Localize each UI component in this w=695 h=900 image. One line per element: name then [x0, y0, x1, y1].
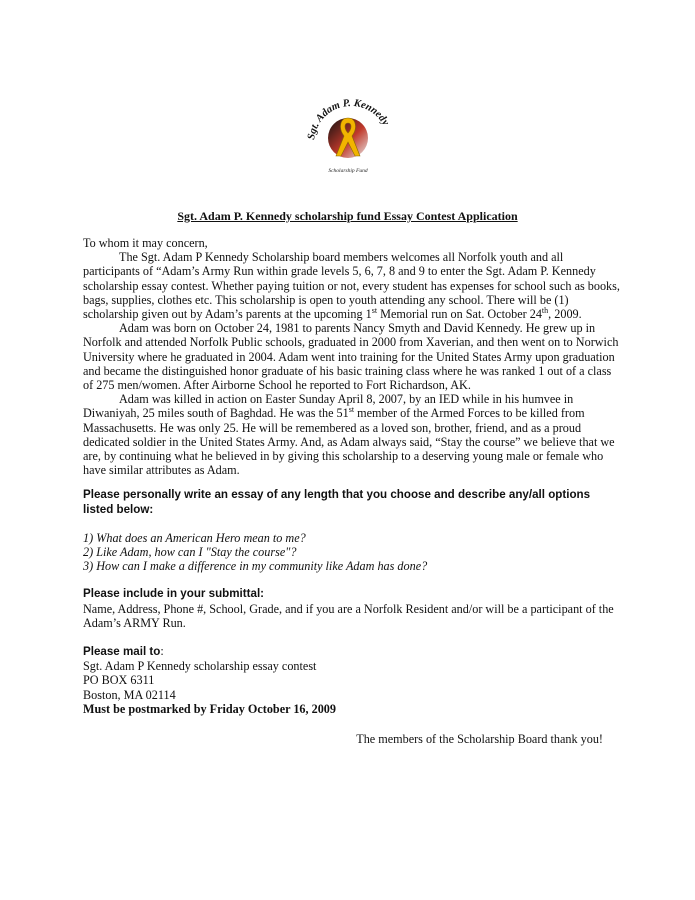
- submittal-heading: Please include in your submittal:: [83, 587, 265, 601]
- mail-heading-line: Please mail to:: [83, 644, 164, 659]
- letter-body: [83, 236, 623, 746]
- paragraph-intro: The Sgt. Adam P Kennedy Scholarship board members welcomes all Norfolk youth and all participants of “Adam’s Army Run within grade levels 5, 6, 7, 8 and 9 to enter the Sgt. Adam P. Kennedy scholarship essay contest. Whether paying tuition or not, every student has expenses for school such as books, bags, supplies, clothes etc. This scholarship is open to youth attending any school. There will be (1) scholarship given out by Adam’s parents at the upcoming 1st Memorial run on Sat. October 24th, 2009.: [83, 250, 620, 322]
- page-title: Sgt. Adam P. Kennedy scholarship fund Essay Contest Application: [177, 209, 518, 223]
- essay-question: 3) How can I make a difference in my community like Adam has done?: [83, 559, 428, 574]
- salutation: To whom it may concern,: [83, 236, 208, 250]
- essay-question: 1) What does an American Hero mean to me?: [83, 530, 306, 545]
- essay-instruction: Please personally write an essay of any length that you choose and describe any/all options listed below:: [83, 488, 591, 516]
- address-line: Sgt. Adam P Kennedy scholarship essay contest: [83, 659, 317, 674]
- logo-subtitle: Scholarship Fund: [328, 168, 368, 174]
- deadline: Must be postmarked by Friday October 16, 2009: [83, 701, 336, 716]
- logo-arc-text: Sgt. Adam P. Kennedy: [306, 97, 391, 141]
- signoff: The members of the Scholarship Board thank you!: [356, 732, 603, 747]
- essay-question: 2) Like Adam, how can I "Stay the course"?: [83, 545, 297, 560]
- address-line: Boston, MA 02114: [83, 687, 176, 702]
- paragraph-memorial: Adam was killed in action on Easter Sunday April 8, 2007, by an IED while in his humvee in Diwaniyah, 25 miles south of Baghdad. He was the 51st member of the Armed Forces to be killed from Massachusetts. He was only 25. He will be remembered as a loved son, brother, friend, and as a proud dedicated soldier in the United States Army. And, as Adam always said, “Stay the course” we believe that we are, by continuing what he believed in by giving this scholarship to a deserving young male or female who have similar attributes as Adam.: [83, 392, 615, 478]
- scholarship-fund-logo: [296, 92, 400, 176]
- address-line: PO BOX 6311: [83, 673, 155, 688]
- submittal-text: Name, Address, Phone #, School, Grade, and if you are a Norfolk Resident and/or will be a participant of the Adam’s ARMY Run.: [83, 601, 614, 630]
- mail-heading: Please mail to: [83, 645, 161, 659]
- paragraph-biography: Adam was born on October 24, 1981 to parents Nancy Smyth and David Kennedy. He grew up in Norfolk and attended Norfolk Public schools, graduated in 2000 from Xaverian, and then went on to Norwich University where he graduated in 2004. Adam went into training for the United States Army upon graduation and became the distinguished honor graduate of his basic training class where he was ranked 1 out of a class of 275 men/women. After Airborne School he reported to Fort Richardson, AK.: [83, 321, 619, 393]
